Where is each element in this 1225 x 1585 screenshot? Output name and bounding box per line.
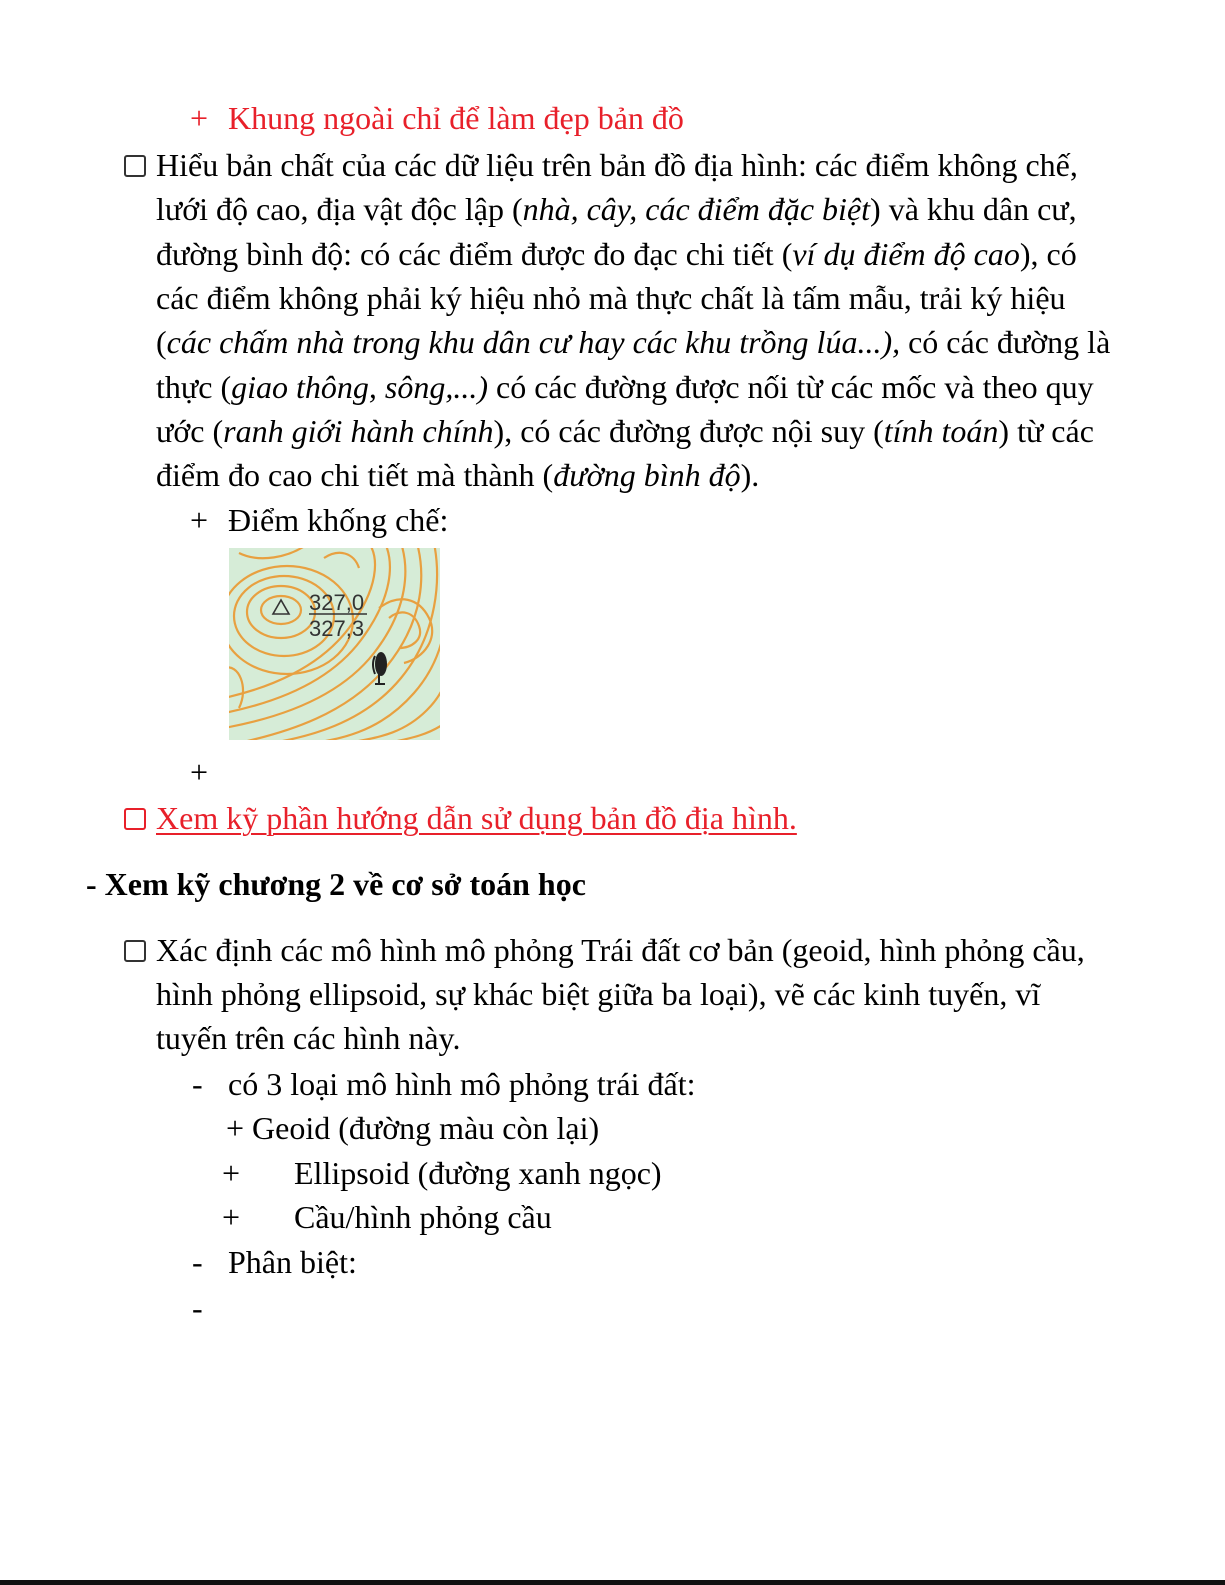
para-line-5: (các chấm nhà trong khu dân cư hay các khu trồng lúa...), có các đường là bbox=[156, 324, 1111, 360]
models-para-line-2: hình phỏng ellipsoid, sự khác biệt giữa ba loại), vẽ các kinh tuyến, vĩ bbox=[156, 976, 1041, 1012]
para-line-7: ước (ranh giới hành chính), có các đường được nội suy (tính toán) từ các bbox=[156, 413, 1094, 449]
plus-bullet-sphere: + bbox=[222, 1199, 241, 1235]
para-line-6: thực (giao thông, sông,...) có các đường được nối từ các mốc và theo quy bbox=[156, 369, 1094, 405]
checkbox-data-understanding[interactable] bbox=[124, 155, 146, 177]
control-point-bullet: + bbox=[190, 502, 209, 538]
guide-link[interactable]: Xem kỹ phần hướng dẫn sử dụng bản đồ địa hình. bbox=[156, 800, 797, 836]
frame-note-bullet: + bbox=[190, 100, 209, 136]
topographic-map-image bbox=[229, 548, 440, 740]
distinguish-label: Phân biệt: bbox=[228, 1244, 357, 1280]
dash-bullet-2: - bbox=[192, 1244, 203, 1280]
empty-bullet: + bbox=[190, 754, 209, 790]
checkbox-guide[interactable] bbox=[124, 808, 146, 830]
checkbox-earth-models[interactable] bbox=[124, 940, 146, 962]
frame-note: Khung ngoài chỉ để làm đẹp bản đồ bbox=[228, 100, 684, 136]
elevation-label-bottom: 327,3 bbox=[309, 616, 365, 641]
para-line-3: đường bình độ: có các điểm được đo đạc chi tiết (ví dụ điểm độ cao), có bbox=[156, 236, 1077, 272]
para-line-1: Hiểu bản chất của các dữ liệu trên bản đồ địa hình: các điểm không chế, bbox=[156, 147, 1078, 183]
models-para-line-1: Xác định các mô hình mô phỏng Trái đất cơ bản (geoid, hình phỏng cầu, bbox=[156, 932, 1085, 968]
plus-bullet-ellipsoid: + bbox=[222, 1155, 241, 1191]
models-para-line-3: tuyến trên các hình này. bbox=[156, 1020, 461, 1056]
chapter-heading: - Xem kỹ chương 2 về cơ sở toán học bbox=[86, 866, 586, 902]
para-line-2: lưới độ cao, địa vật độc lập (nhà, cây, các điểm đặc biệt) và khu dân cư, bbox=[156, 191, 1077, 227]
para-line-4: các điểm không phải ký hiệu nhỏ mà thực chất là tấm mẫu, trải ký hiệu bbox=[156, 280, 1066, 316]
page-bottom-border bbox=[0, 1580, 1225, 1585]
control-point-label: Điểm khống chế: bbox=[228, 502, 449, 538]
dash-bullet-1: - bbox=[192, 1066, 203, 1102]
models-intro: có 3 loại mô hình mô phỏng trái đất: bbox=[228, 1066, 696, 1102]
dash-bullet-3: - bbox=[192, 1290, 203, 1326]
model-ellipsoid: Ellipsoid (đường xanh ngọc) bbox=[294, 1155, 662, 1191]
elevation-label-top: 327,0 bbox=[309, 590, 365, 615]
para-line-8: điểm đo cao chi tiết mà thành (đường bình độ). bbox=[156, 457, 760, 493]
model-geoid: + Geoid (đường màu còn lại) bbox=[226, 1110, 600, 1146]
model-sphere: Cầu/hình phỏng cầu bbox=[294, 1199, 552, 1235]
